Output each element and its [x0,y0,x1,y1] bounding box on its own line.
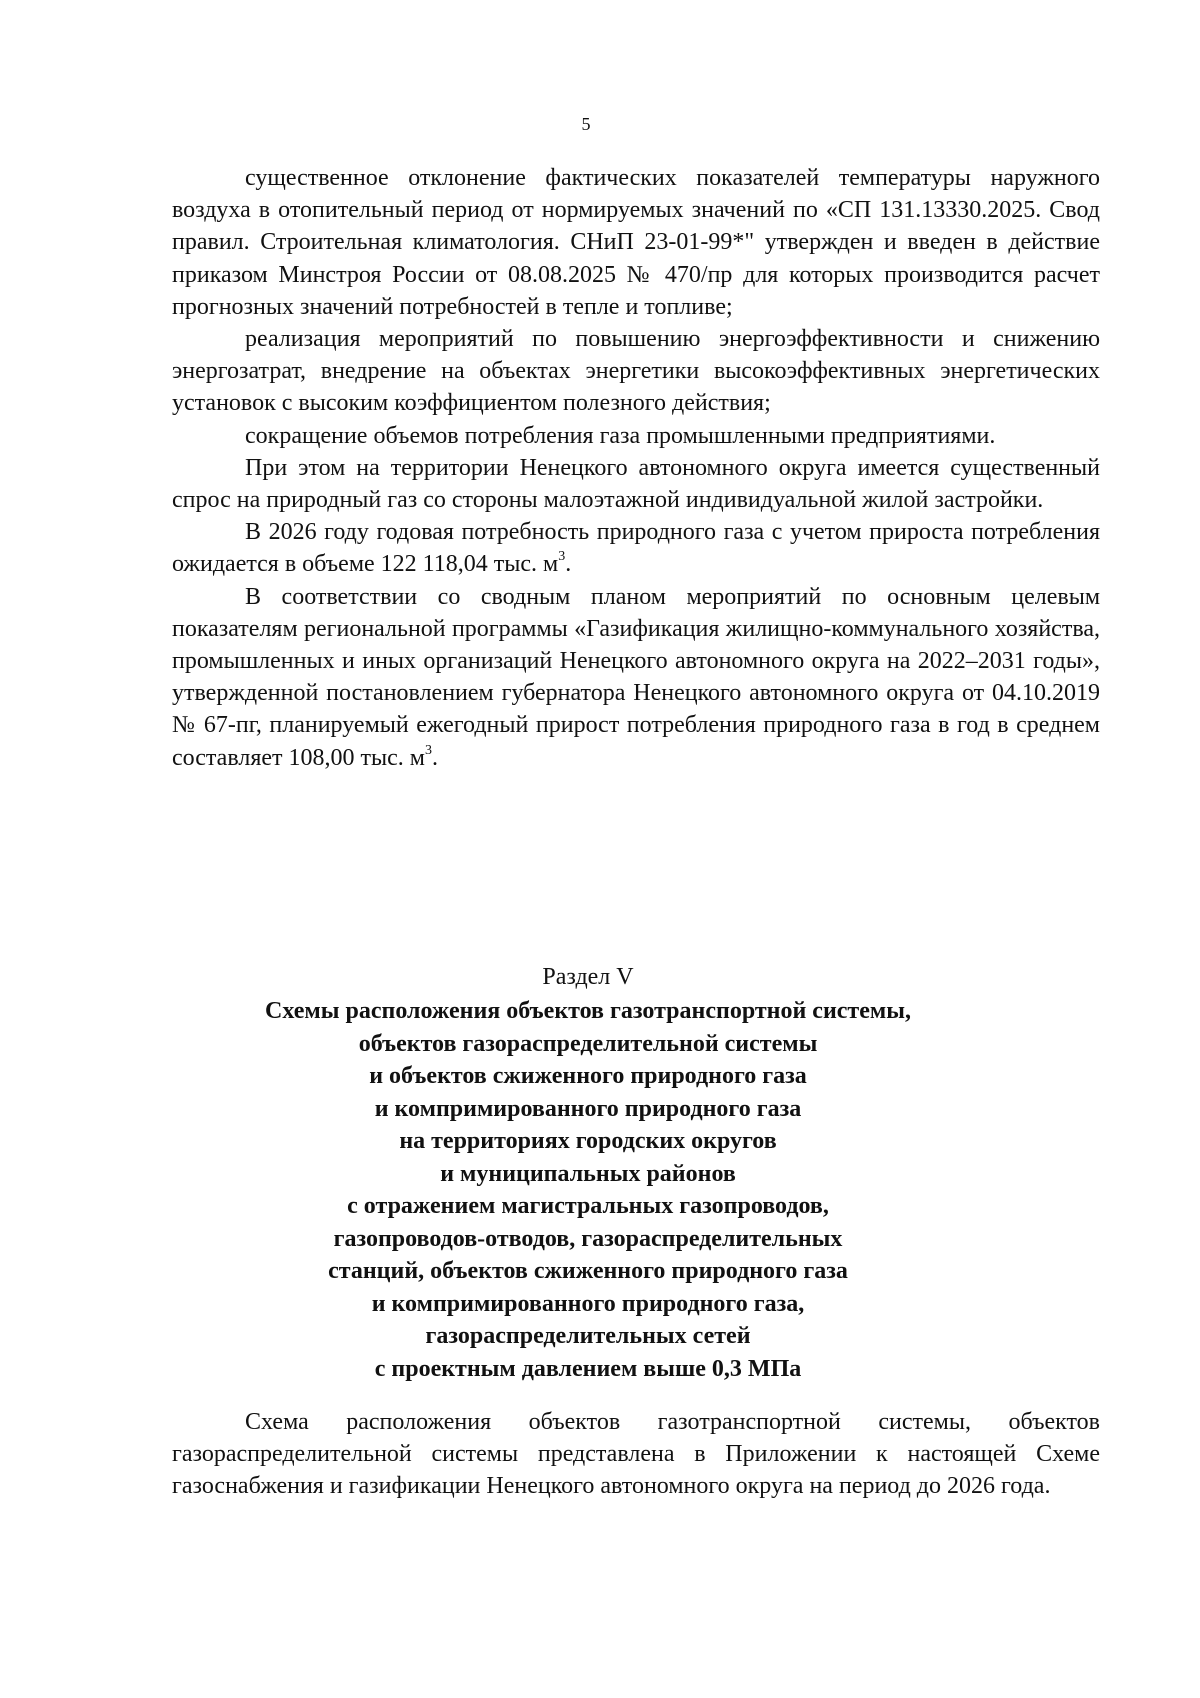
closing-text [172,1406,1100,1503]
section-title-line: газопроводов-отводов, газораспределительных [333,1225,843,1252]
paragraph-industrial-reduction: сокращение объемов потребления газа промышленными предприятиями. [245,422,996,449]
body-text [172,162,1100,774]
cubic-superscript: 3 [558,549,566,565]
regional-program-end: . [431,744,438,771]
cubic-superscript: 3 [424,742,432,758]
section-title-line: Схемы расположения объектов газотранспортной системы, [265,998,911,1024]
paragraph-annual-demand [172,516,1100,580]
section-title-line: с проектным давлением выше 0,3 МПа [374,1355,802,1382]
regional-program-text: В соответствии со сводным планом мероприятий по основным целевым показателям региональной программы «Газификация жилищно-коммунального хозяйства, промышленных и иных организаций Ненецкого автономного округа на 2022–2031 годы», утвержденной постановлением губернатора Ненецкого автономного округа от 04.10.2019 № 67-пг, планируемый ежегодный прирост потребления природного газа в год в среднем составляет 108,00 тыс. м [172,583,1100,771]
paragraph-residential-demand: При этом на территории Ненецкого автономного округа имеется существенный спрос на природный газ со стороны малоэтажной индивидуальной жилой застройки. [172,454,1100,514]
section-title-line: и компримированного природного газа [374,1095,802,1122]
section-title-line: и объектов сжиженного природного газа [369,1063,807,1089]
section-title [0,995,1176,1385]
section-label: Раздел V [542,964,634,990]
section-title-line: и муниципальных районов [440,1160,736,1187]
section-title-line: газораспределительных сетей [425,1323,751,1349]
paragraph-climate-deviation: существенное отклонение фактических показателей температуры наружного воздуха в отопительный период от нормируемых значений по «СП 131.13330.2025. Свод правил. Строительная климатология. СНиП 23-01-99*" утвержден и введен в действие приказом Минстроя России от 08.08.2025 № 470/пр для которых производится расчет прогнозных значений потребностей в тепле и топливе; [172,165,1100,320]
annual-demand-text: В 2026 году годовая потребность природного газа с учетом прироста потребления ожидается в объеме 122 118,04 тыс. м [172,519,1100,578]
section-title-line: и компримированного природного газа, [371,1290,805,1317]
annual-demand-end: . [565,551,572,578]
section-title-line: с отражением магистральных газопроводов, [347,1193,829,1219]
section-title-line: на территориях городских округов [399,1128,777,1154]
paragraph-scheme-location: Схема расположения объектов газотранспортной системы, объектов газораспределительной системы представлена в Приложении к настоящей Схеме газоснабжения и газификации Ненецкого автономного округа на период до 2026 года. [172,1409,1100,1500]
section-title-line: объектов газораспределительной системы [358,1030,818,1057]
paragraph-regional-program [172,581,1100,774]
paragraph-energy-efficiency: реализация мероприятий по повышению энергоэффективности и снижению энергозатрат, внедрение на объектах энергетики высокоэффективных энергетических установок с высоким коэффициентом полезного действия; [172,326,1100,417]
page-number: 5 [581,114,591,134]
section-title-line: станций, объектов сжиженного природного газа [328,1258,848,1284]
